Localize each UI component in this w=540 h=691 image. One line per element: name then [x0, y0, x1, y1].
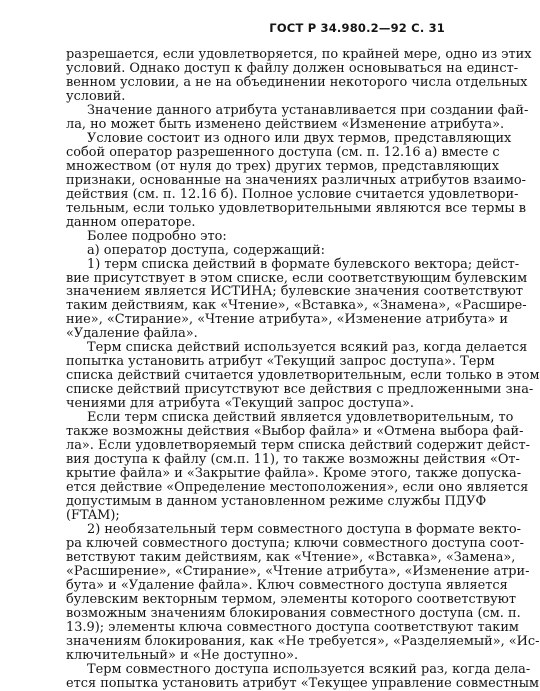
text-line: значением является ИСТИНА; булевские значения соответствуют — [66, 284, 524, 300]
text-line: ла, но может быть изменено действием «Изменение атрибута». — [66, 116, 505, 132]
text-line: 1) терм списка действий в формате булевского вектора; дейст- — [87, 256, 520, 272]
text-line: а) оператор доступа, содержащий: — [87, 242, 325, 258]
text-line: Если терм списка действий является удовлетворительным, то — [87, 410, 514, 426]
text-line: списка действий считается удовлетворительным, если только в этом — [66, 368, 540, 384]
paragraph — [66, 256, 528, 342]
text-line: вие присутствует в этом списке, если соответствующим булевским — [66, 270, 528, 286]
text-line: разрешается, если удовлетворяется, по крайней мере, одно из этих — [66, 47, 532, 62]
text-line: ключительный» и «Не доступно». — [66, 647, 299, 663]
text-line: ветствуют таким действиям, как «Чтение», «Вставка», «Замена», — [66, 549, 516, 565]
text-line: 13.9); элементы ключа совместного доступа соответствуют таким — [66, 619, 519, 635]
paragraph — [66, 130, 527, 230]
text-line: списке действий присутствуют все действия с предложенными зна- — [66, 382, 534, 398]
text-line: возможным значениям блокирования совместного доступа (см. п. — [66, 605, 521, 621]
text-line: крытие файла» и «Закрытие файла». Кроме этого, также допуска- — [66, 466, 522, 482]
text-line: ра ключей совместного доступа; ключи совместного доступа соот- — [66, 535, 525, 551]
text-line: собой оператор разрешенного доступа (см. п. 12.16 а) вместе с — [66, 144, 500, 160]
text-line: попытка установить атрибут «Текущий запрос доступа». Терм — [66, 354, 495, 370]
text-line: бута» и «Удаление файла». Ключ совместного доступа является — [66, 577, 508, 593]
text-line: 2) необязательный терм совместного доступа в формате векто- — [87, 521, 521, 537]
text-line: венном условии, а не на объединении некоторого числа отдельных — [66, 74, 528, 90]
paragraph — [66, 47, 532, 104]
text-line: чениями для атрибута «Текущий запрос доступа». — [66, 396, 415, 412]
text-line: «Удаление файла». — [66, 326, 198, 342]
paragraph — [66, 410, 530, 523]
paragraph — [66, 661, 540, 691]
paragraph — [66, 230, 451, 244]
text-line: Более подробно это: — [87, 228, 227, 244]
text-line: допустимым в данном установленном режиме службы ПДУФ — [66, 494, 487, 509]
text-line: вия доступа к файлу (см.п. 11), то также возможны действия «От- — [66, 452, 520, 468]
text-line: таким действиям, как «Чтение», «Вставка», «Знамена», «Расшире- — [66, 298, 527, 314]
text-line: тельным, если только удовлетворительными являются все термы в — [66, 200, 527, 216]
text-line: значениям блокирования, как «Не требуется», «Разделяемый», «Ис- — [66, 633, 540, 649]
text-line: множеством (от нуля до трех) других термов, представляющих — [66, 158, 500, 174]
text-line: данном операторе. — [66, 214, 196, 230]
text-line: ла». Если удовлетворяемый терм списка действий содержит дейст- — [66, 438, 530, 454]
text-line: «Расширение», «Стирание», «Чтение атрибута», «Изменение атри- — [66, 563, 530, 579]
text-line: Условие состоит из одного или двух термов, представляющих — [87, 130, 512, 146]
text-line: Значение данного атрибута устанавливается при создании фай- — [87, 102, 529, 118]
text-line: условий. — [66, 88, 126, 104]
text-line: признаки, основанные на значениях различных атрибутов взаимо- — [66, 172, 526, 188]
text-line: условий. Однако доступ к файлу должен основываться на единст- — [66, 60, 519, 76]
text-line: также возможны действия «Выбор файла» и «Отмена выбора фай- — [66, 424, 524, 440]
text-line: ние», «Стирание», «Чтение атрибута», «Изменение атрибута» и — [66, 312, 508, 328]
document-body — [66, 47, 540, 691]
text-line: Терм совместного доступа используется всякий раз, когда дела- — [87, 661, 531, 677]
text-line: ется попытка установить атрибут «Текущее управление совместным — [66, 675, 540, 691]
paragraph — [66, 521, 540, 663]
paragraph — [66, 244, 451, 258]
page-header: ГОСТ Р 34.980.2—92 С. 31 — [269, 21, 445, 35]
text-line: ется действие «Определение местоположения», если оно является — [66, 480, 529, 496]
text-line: (FTAM); — [66, 507, 120, 523]
text-line: действия (см. п. 12.16 б). Полное условие считается удовлетвори- — [66, 186, 519, 202]
paragraph — [66, 102, 529, 132]
text-line: Терм списка действий используется всякий раз, когда делается — [87, 340, 528, 356]
paragraph — [66, 340, 540, 412]
text-line: булевским векторным термом, элементы которого соответствуют — [66, 591, 517, 607]
